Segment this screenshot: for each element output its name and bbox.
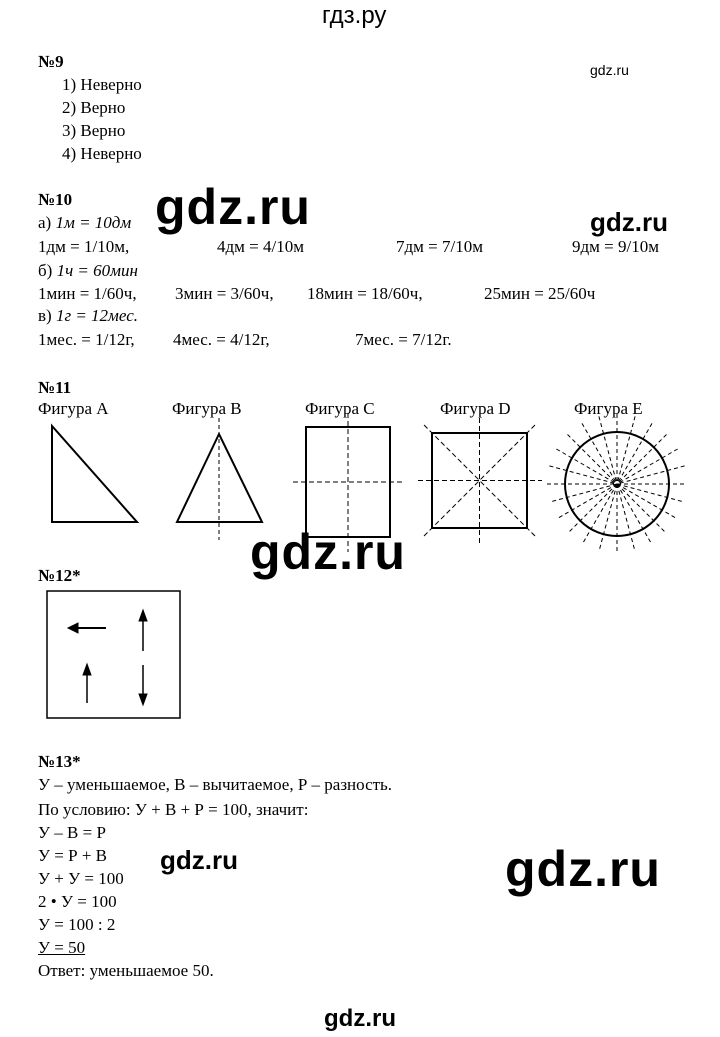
figure-b-label: Фигура B xyxy=(172,399,242,418)
arrow-up xyxy=(83,664,91,703)
watermark-big: gdz.ru xyxy=(505,841,661,897)
watermark-big: gdz.ru xyxy=(250,524,406,580)
figure-a xyxy=(52,426,137,522)
task10-c-eq: 1мес. = 1/12г, xyxy=(38,330,135,349)
figure-e-label: Фигура E xyxy=(574,399,643,418)
figure-d-label: Фигура D xyxy=(440,399,511,418)
arrow-up xyxy=(139,610,147,651)
watermark-small: gdz.ru xyxy=(590,62,629,78)
task13-result: У = 50 xyxy=(38,938,86,957)
task9-item: 1) Неверно xyxy=(62,75,142,94)
task10-b-eq: 3мин = 3/60ч, xyxy=(175,284,274,303)
figure-c-label: Фигура C xyxy=(305,399,375,418)
watermark-mid: gdz.ru xyxy=(160,845,238,875)
task9-title: №9 xyxy=(38,52,64,71)
task13-line: 2 • У = 100 xyxy=(38,892,117,911)
task10-b-eq: 25мин = 25/60ч xyxy=(484,284,596,303)
task13-answer: Ответ: уменьшаемое 50. xyxy=(38,961,214,980)
task10-a-eq: 9дм = 9/10м xyxy=(572,237,659,256)
task13-line: У – уменьшаемое, В – вычитаемое, Р – разность. xyxy=(38,775,393,794)
task11-title: №11 xyxy=(38,378,72,397)
task10-a-eq: 4дм = 4/10м xyxy=(217,237,304,256)
task10-a-eq: 7дм = 7/10м xyxy=(396,237,483,256)
footer-watermark: gdz.ru xyxy=(324,1005,396,1032)
task13-line: У = Р + В xyxy=(38,846,108,865)
task13-line: У = 100 : 2 xyxy=(38,915,116,934)
site-header: гдз.ру xyxy=(322,2,387,29)
task13-line: По условию: У + В + Р = 100, значит: xyxy=(38,800,309,819)
task10-c-prefix: в) xyxy=(38,306,56,325)
figure-d xyxy=(418,418,542,543)
task10-title: №10 xyxy=(38,190,73,209)
task10-a-prefix: а) xyxy=(38,213,56,232)
task12-title: №12* xyxy=(38,566,81,585)
task10-c-eq: 7мес. = 7/12г. xyxy=(355,330,452,349)
task10-b-eq: 1мин = 1/60ч, xyxy=(38,284,137,303)
figure-e xyxy=(547,414,687,554)
task9-item: 3) Верно xyxy=(62,121,126,140)
task9-item: 2) Верно xyxy=(62,98,126,117)
task10-b-prefix: б) xyxy=(38,261,57,280)
watermark-big: gdz.ru xyxy=(155,179,311,235)
task10-a-rule: 1м = 10дм xyxy=(55,213,132,232)
task10-c-eq: 4мес. = 4/12г, xyxy=(173,330,270,349)
task10-b-rule: 1ч = 60мин xyxy=(56,261,138,280)
figure-a-label: Фигура A xyxy=(38,399,109,418)
task9-item: 4) Неверно xyxy=(62,144,142,163)
task10-b-eq: 18мин = 18/60ч, xyxy=(307,284,423,303)
task12-box xyxy=(47,591,180,718)
arrow-left xyxy=(68,623,106,633)
arrow-down xyxy=(139,665,147,705)
figure-b xyxy=(177,418,262,540)
watermark-mid: gdz.ru xyxy=(590,207,668,237)
task10-c-rule: 1г = 12мес. xyxy=(55,306,139,325)
task13-title: №13* xyxy=(38,752,81,771)
task13-line: У + У = 100 xyxy=(38,869,124,888)
task13-line: У – В = Р xyxy=(38,823,106,842)
task10-a-eq: 1дм = 1/10м, xyxy=(38,237,130,256)
